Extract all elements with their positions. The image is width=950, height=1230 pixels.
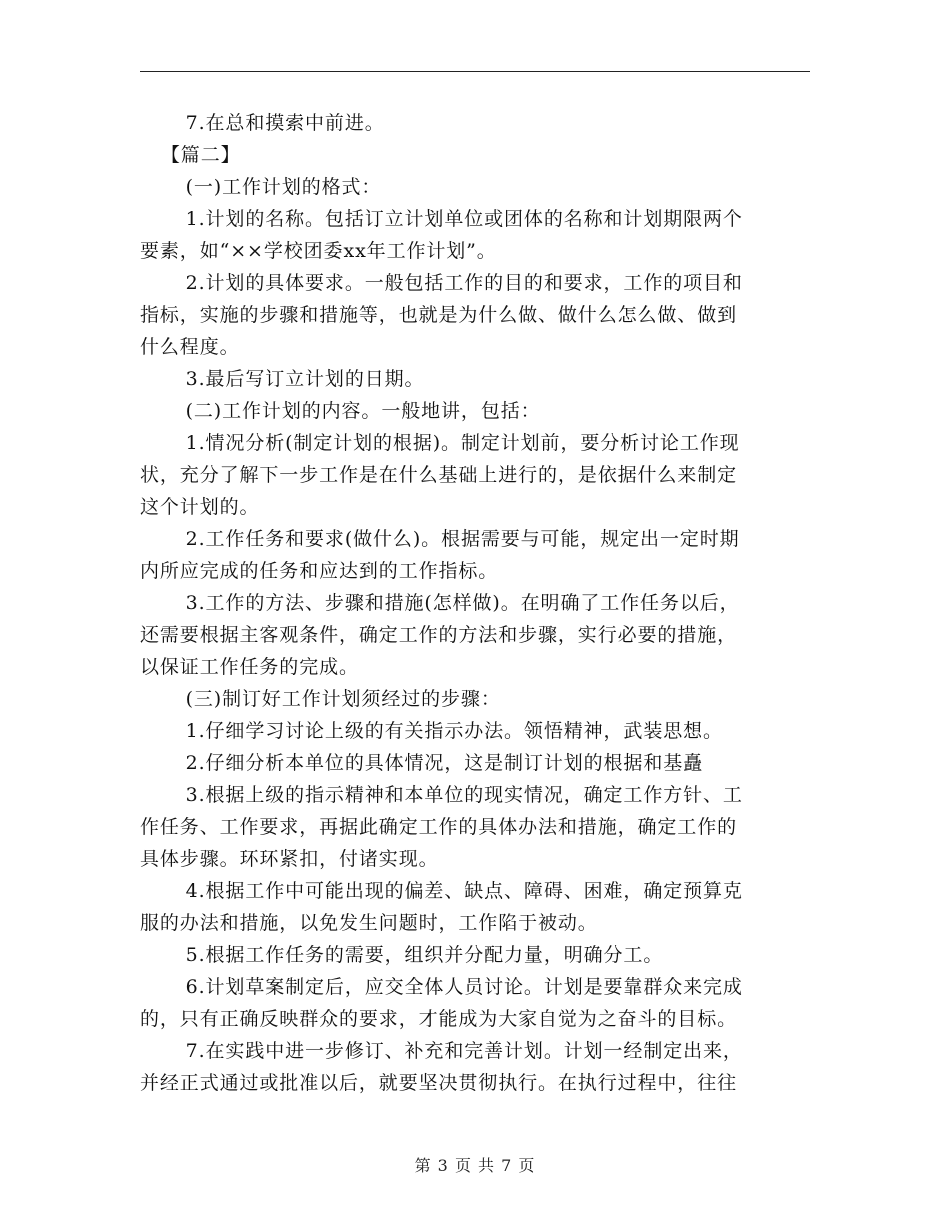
section-heading: 【篇二】 — [160, 144, 241, 166]
paragraph-step-1: 1.仔细学习讨论上级的有关指示办法。领悟精神，武装思想。 — [185, 720, 723, 742]
document-body — [140, 107, 812, 1099]
paragraph-methods: 3.工作的方法、步骤和措施(怎样做)。在明确了工作任务以后， 还需要根据主客观条件，确定工作的方法和步骤，实行必要的措施， 以保证工作任务的完成。 — [140, 592, 740, 678]
paragraph-step-7: 7.在实践中进一步修订、补充和完善计划。计划一经制定出来， 并经正式通过或批准以后，就要坚决贯彻执行。在执行过程中，往往 — [140, 1040, 743, 1094]
paragraph-step-6: 6.计划草案制定后，应交全体人员讨论。计划是要靠群众来完成 的，只有正确反映群众的要求，才能成为大家自觉为之奋斗的目标。 — [140, 976, 743, 1030]
subheading-steps: (三)制订好工作计划须经过的步骤： — [185, 688, 501, 710]
subheading-content: (二)工作计划的内容。一般地讲，包括： — [185, 400, 541, 422]
page-number-footer: 第 3 页 共 7 页 — [414, 1156, 536, 1175]
paragraph-step-5: 5.根据工作任务的需要，组织并分配力量，明确分工。 — [185, 944, 664, 966]
paragraph-step-4: 4.根据工作中可能出现的偏差、缺点、障碍、困难，确定预算克 服的办法和措施，以免发生问题时，工作陷于被动。 — [140, 880, 743, 934]
paragraph-format-date: 3.最后写订立计划的日期。 — [185, 368, 425, 390]
text-line-3: (一)工作计划的格式： — [185, 176, 382, 198]
paragraph-step-2: 2.仔细分析本单位的具体情况，这是制订计划的根据和基矗 — [185, 752, 704, 774]
paragraph-step-3: 3.根据上级的指示精神和本单位的现实情况，确定工作方针、工 作任务、工作要求，再据此确定工作的具体办法和措施，确定工作的 具体步骤。环环紧扣，付诸实现。 — [140, 784, 743, 870]
header-rule — [140, 71, 810, 72]
paragraph-format-requirements: 2.计划的具体要求。一般包括工作的目的和要求，工作的项目和 指标，实施的步骤和措施等，也就是为什么做、做什么怎么做、做到 什么程度。 — [140, 272, 743, 358]
paragraph-format-name: 1.计划的名称。包括订立计划单位或团体的名称和计划期限两个 要素，如“××学校团委xx年工作计划”。 — [140, 208, 743, 262]
paragraph-situation-analysis: 1.情况分析(制定计划的根据)。制定计划前，要分析讨论工作现 状，充分了解下一步工作是在什么基础上进行的，是依据什么来制定 这个计划的。 — [140, 432, 740, 518]
text-line-1: 7.在总和摸索中前进。 — [185, 112, 385, 134]
paragraph-tasks: 2.工作任务和要求(做什么)。根据需要与可能，规定出一定时期 内所应完成的任务和应达到的工作指标。 — [140, 528, 740, 582]
